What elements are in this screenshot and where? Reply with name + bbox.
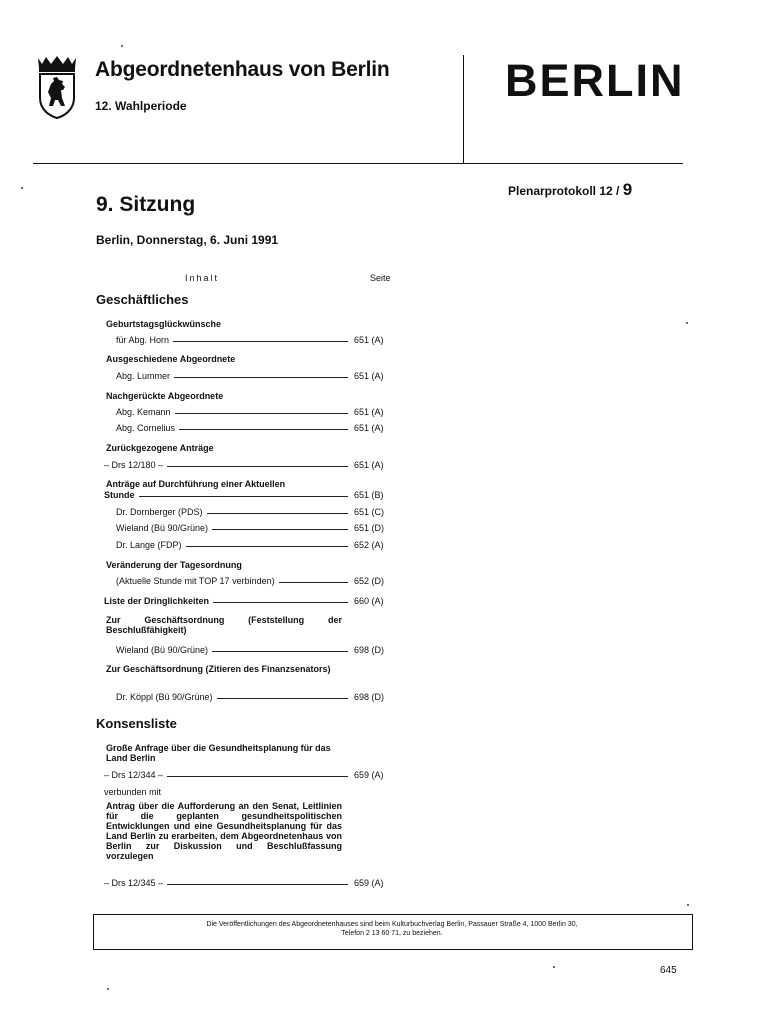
toc-entry: [104, 488, 392, 500]
toc-heading: Inhalt: [185, 273, 220, 283]
wahlperiode: 12. Wahlperiode: [95, 99, 187, 113]
toc-entry: [104, 458, 392, 470]
toc-entry: [116, 405, 392, 417]
toc-entry-page: 698 (D): [354, 692, 385, 702]
toc-entry-page: 651 (A): [354, 371, 384, 381]
toc-entry: [116, 369, 392, 381]
footer-line: Die Veröffentlichungen des Abgeordnetenhauses sind beim Kulturbuchverlag Berlin, Passauer Straße 4, 1000 Berlin 30,: [206, 921, 578, 928]
toc-page-heading: Seite: [370, 273, 391, 283]
toc-entry-label: Dr. Lange (FDP): [116, 540, 182, 550]
toc-entry-label: Dr. Dornberger (PDS): [116, 507, 203, 517]
toc-entry-page: 651 (D): [354, 523, 385, 533]
toc-group-heading: Zur Geschäftsordnung (Zitieren des Finanzsenators): [106, 664, 331, 674]
section-konsensliste: Konsensliste: [96, 716, 177, 731]
toc-entry-label: Abg. Lummer: [116, 371, 171, 381]
section-geschaeftliches: Geschäftliches: [96, 292, 189, 307]
toc-connector-text: verbunden mit: [104, 787, 162, 797]
toc-entry: [116, 333, 392, 345]
toc-entry-label: Wieland (Bü 90/Grüne): [116, 645, 209, 655]
toc-entry-label: Stunde: [104, 490, 135, 500]
toc-entry: [116, 521, 392, 533]
city-title: BERLIN: [505, 55, 685, 106]
institution-name: Abgeordnetenhaus von Berlin: [95, 58, 390, 81]
toc-entry-label: – Drs 12/180 –: [104, 460, 164, 470]
toc-entry-label: Abg. Cornelius: [116, 423, 176, 433]
page-number: 645: [660, 965, 677, 976]
toc-entry: [104, 594, 392, 606]
toc-entry-page: 651 (A): [354, 335, 384, 345]
toc-entry: [104, 768, 392, 780]
toc-entry-page: 698 (D): [354, 645, 385, 655]
header-divider-vertical: [463, 55, 464, 164]
toc-group-heading: Anträge auf Durchführung einer Aktuellen: [106, 479, 286, 489]
toc-entry-label: Abg. Kemann: [116, 407, 171, 417]
toc-entry-label: – Drs 12/345 –: [104, 878, 164, 888]
toc-entry-label: – Drs 12/344 –: [104, 770, 164, 780]
toc-entry-page: 659 (A): [354, 770, 384, 780]
plenarprotokoll-number: 9: [622, 180, 633, 199]
toc-entry-page: 651 (A): [354, 460, 384, 470]
toc-entry-page: 651 (C): [354, 507, 385, 517]
plenarprotokoll-label: Plenarprotokoll 12 /: [508, 184, 620, 198]
toc-entry-page: 651 (A): [354, 423, 384, 433]
toc-entry: [116, 574, 392, 586]
toc-entry-label: Liste der Dringlichkeiten: [104, 596, 210, 606]
header-divider-horizontal: [33, 163, 683, 164]
toc-entry: [116, 505, 392, 517]
toc-entry-label: für Abg. Horn: [116, 335, 170, 345]
toc-group-heading: Ausgeschiedene Abgeordnete: [106, 354, 236, 364]
toc-group-heading: Große Anfrage über die Gesundheitsplanung für das Land Berlin: [106, 743, 331, 763]
toc-entry-page: 660 (A): [354, 596, 384, 606]
toc-group-heading: Nachgerückte Abgeordnete: [106, 391, 224, 401]
toc-entry-page: 651 (B): [354, 490, 384, 500]
toc-entry: [116, 421, 392, 433]
session-date: Berlin, Donnerstag, 6. Juni 1991: [96, 233, 279, 247]
toc-entry-page: 659 (A): [354, 878, 384, 888]
toc-entry-label: Wieland (Bü 90/Grüne): [116, 523, 209, 533]
footer-line: Telefon 2 13 60 71, zu beziehen.: [341, 930, 443, 937]
toc-group-heading: Zurückgezogene Anträge: [106, 443, 214, 453]
toc-entry-page: 652 (D): [354, 576, 385, 586]
plenarprotokoll: [508, 180, 632, 200]
session-title: 9. Sitzung: [96, 193, 196, 216]
toc-group-heading: Antrag über die Aufforderung an den Senat, Leitlinien für die geplanten gesundheitspolitischen Entwicklungen und eine Gesundheitsplanung für das Land Berlin zu erarbeiten, dem Abgeordnetenhaus von Berlin zur Diskussion und Beschlußfassung vorzulegen: [106, 801, 342, 861]
toc-entry: [104, 876, 392, 888]
toc-group-heading: Veränderung der Tagesordnung: [106, 560, 242, 570]
toc-entry: [116, 538, 392, 550]
berlin-coat-of-arms-icon: [34, 54, 80, 120]
toc-entry-label: (Aktuelle Stunde mit TOP 17 verbinden): [116, 576, 275, 586]
footer-note: [93, 920, 691, 938]
toc-entry-page: 652 (A): [354, 540, 384, 550]
toc-entry-label: Dr. Köppl (Bü 90/Grüne): [116, 692, 213, 702]
toc-group-heading: Geburtstagsglückwünsche: [106, 319, 222, 329]
toc-group-heading: Zur Geschäftsordnung (Feststellung der Beschlußfähigkeit): [106, 615, 342, 635]
toc-entry: [116, 690, 392, 702]
toc-entry: [116, 643, 392, 655]
toc-entry-page: 651 (A): [354, 407, 384, 417]
